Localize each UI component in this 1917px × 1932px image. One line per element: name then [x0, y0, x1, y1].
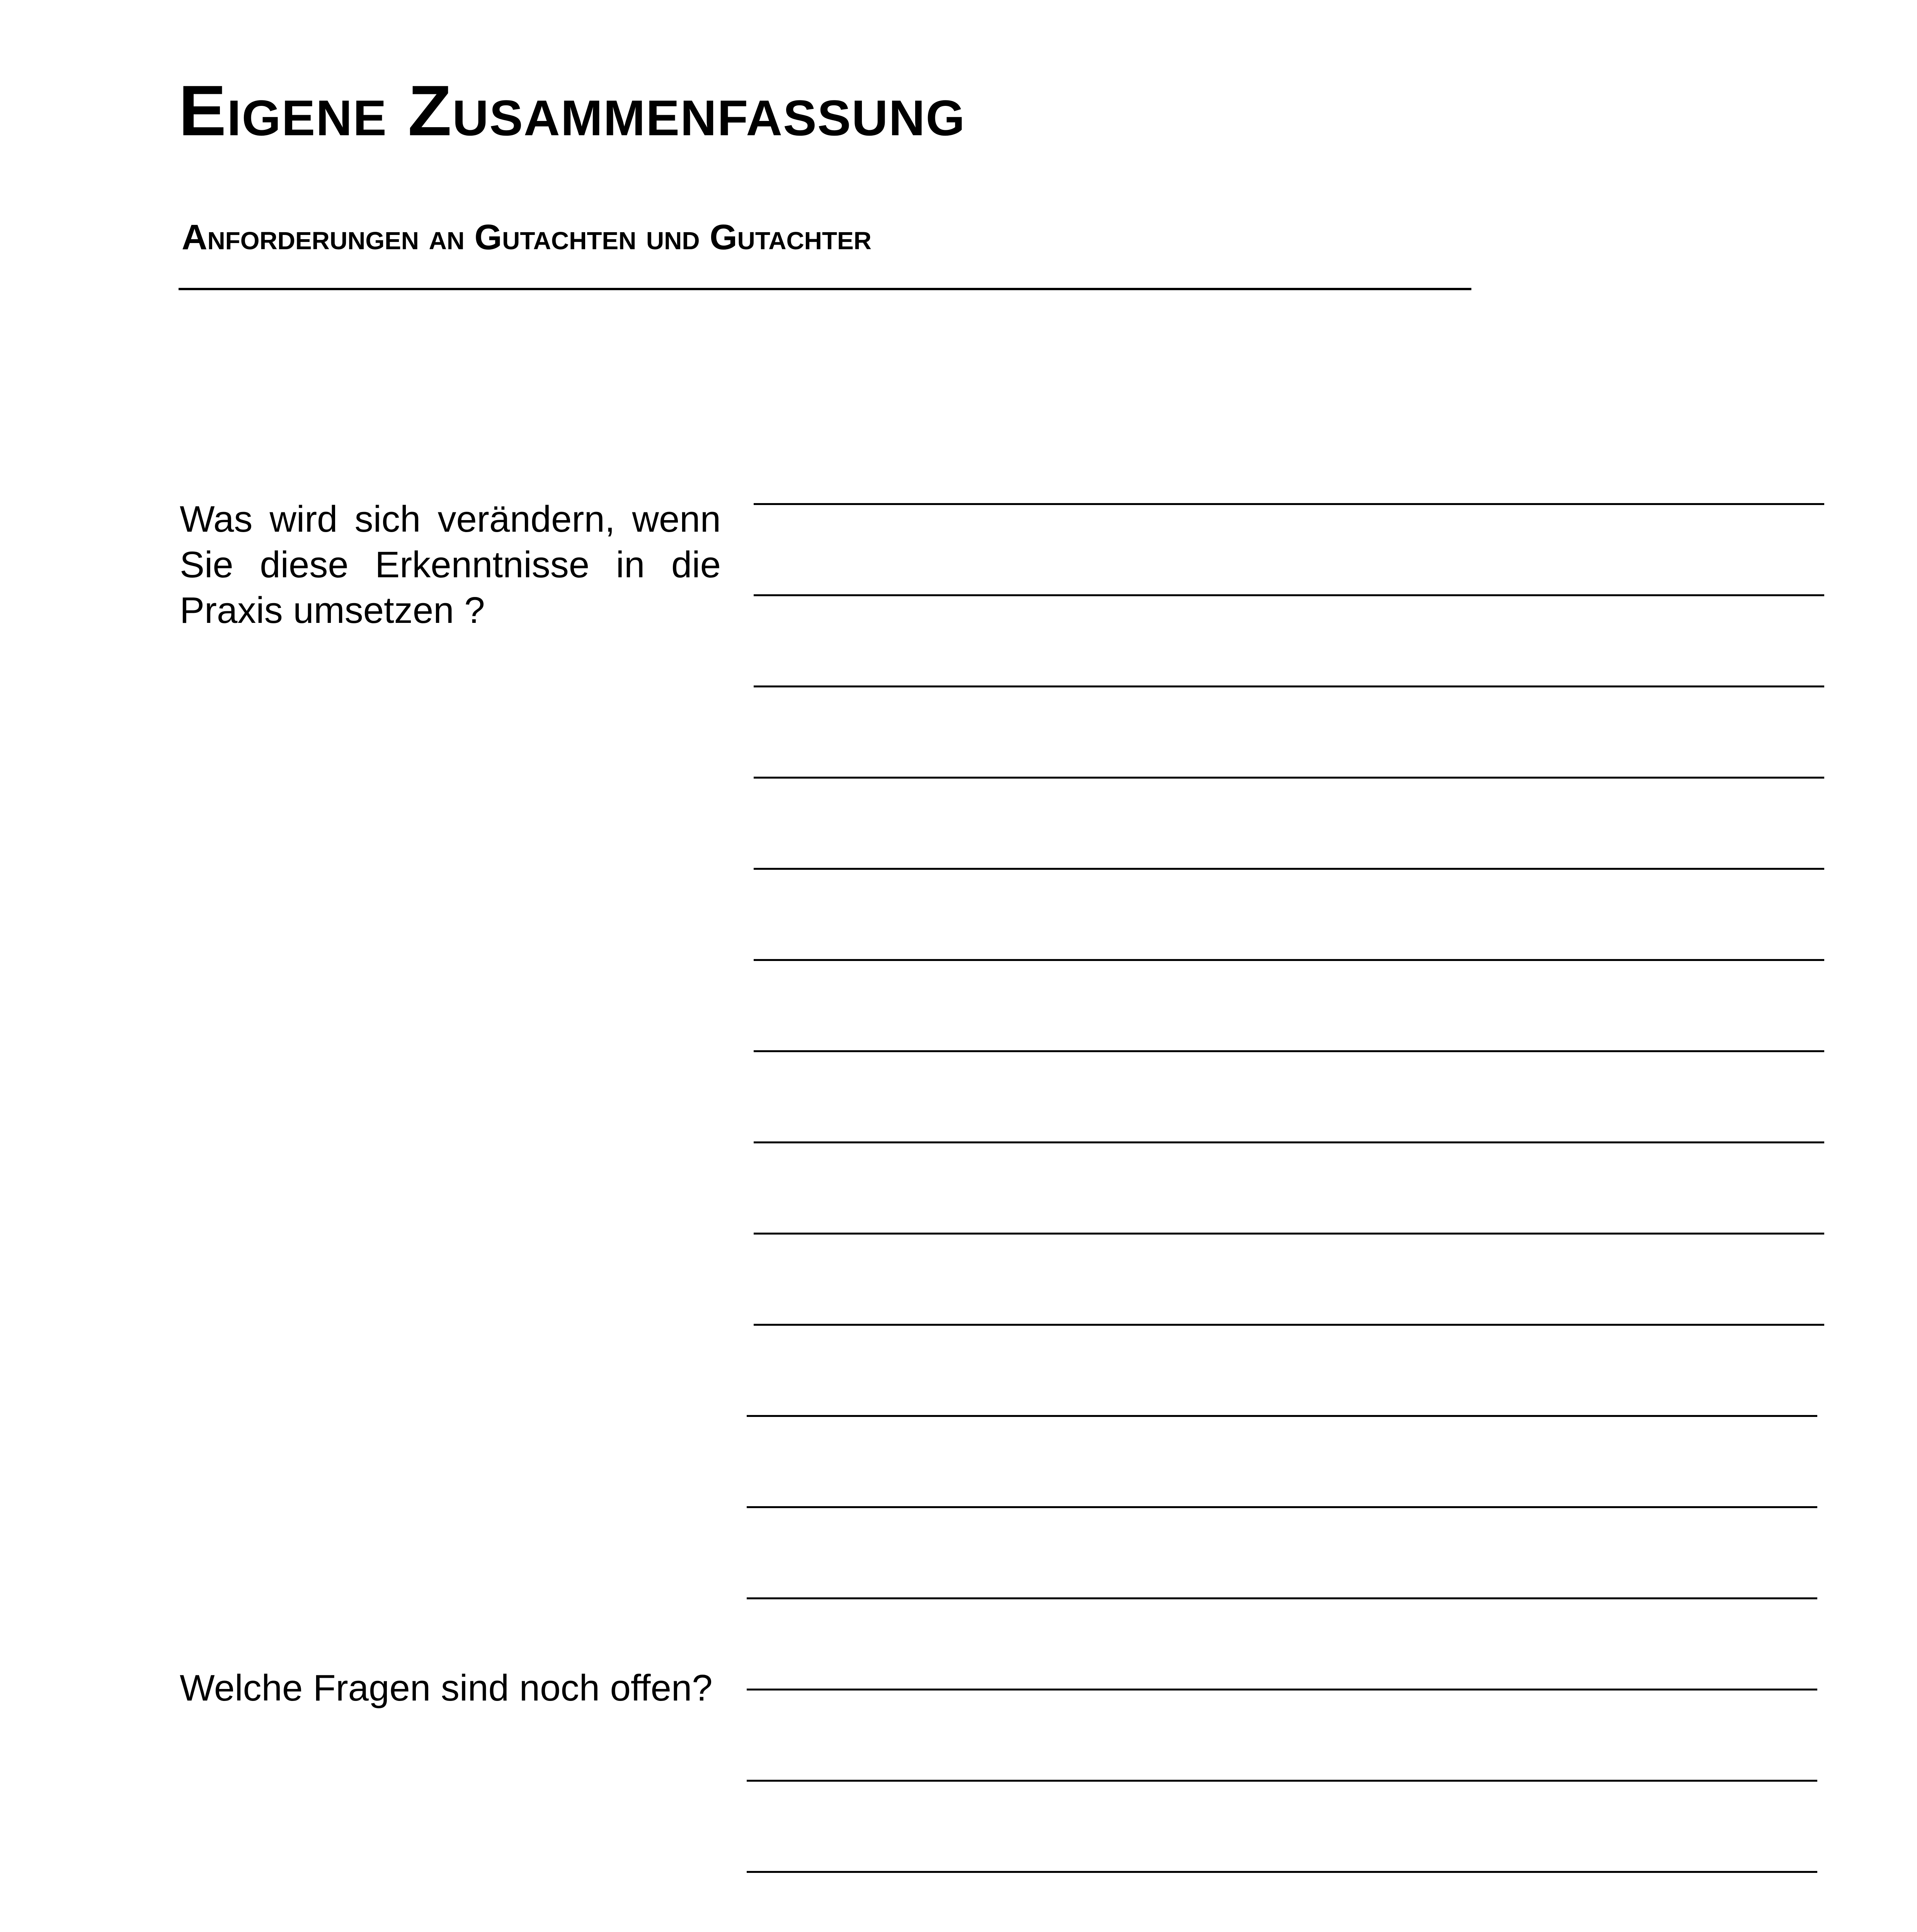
answer-line[interactable] — [754, 959, 1824, 961]
question-text: Welche Fragen sind noch offen? — [180, 1667, 713, 1709]
answer-line[interactable] — [747, 1597, 1817, 1599]
answer-line[interactable] — [754, 1141, 1824, 1143]
answer-line[interactable] — [754, 1233, 1824, 1235]
answer-line[interactable] — [754, 503, 1824, 505]
page-title: Eigene Zusammenfassung — [179, 71, 966, 151]
question-text: Was wird sich verändern, wenn Sie diese Erkenntnisse in die Praxis umsetzen ? — [180, 498, 721, 631]
answer-line[interactable] — [747, 1415, 1817, 1417]
answer-line[interactable] — [754, 594, 1824, 596]
answer-line[interactable] — [747, 1689, 1817, 1690]
answer-line[interactable] — [754, 777, 1824, 779]
page-subtitle: Anforderungen an Gutachten und Gutachter — [182, 218, 872, 257]
answer-line[interactable] — [754, 1324, 1824, 1326]
subtitle-divider — [179, 288, 1471, 290]
answer-line[interactable] — [747, 1871, 1817, 1873]
answer-line[interactable] — [754, 868, 1824, 870]
answer-line[interactable] — [747, 1506, 1817, 1508]
answer-line[interactable] — [747, 1780, 1817, 1782]
answer-line[interactable] — [754, 685, 1824, 687]
answer-line[interactable] — [754, 1050, 1824, 1052]
